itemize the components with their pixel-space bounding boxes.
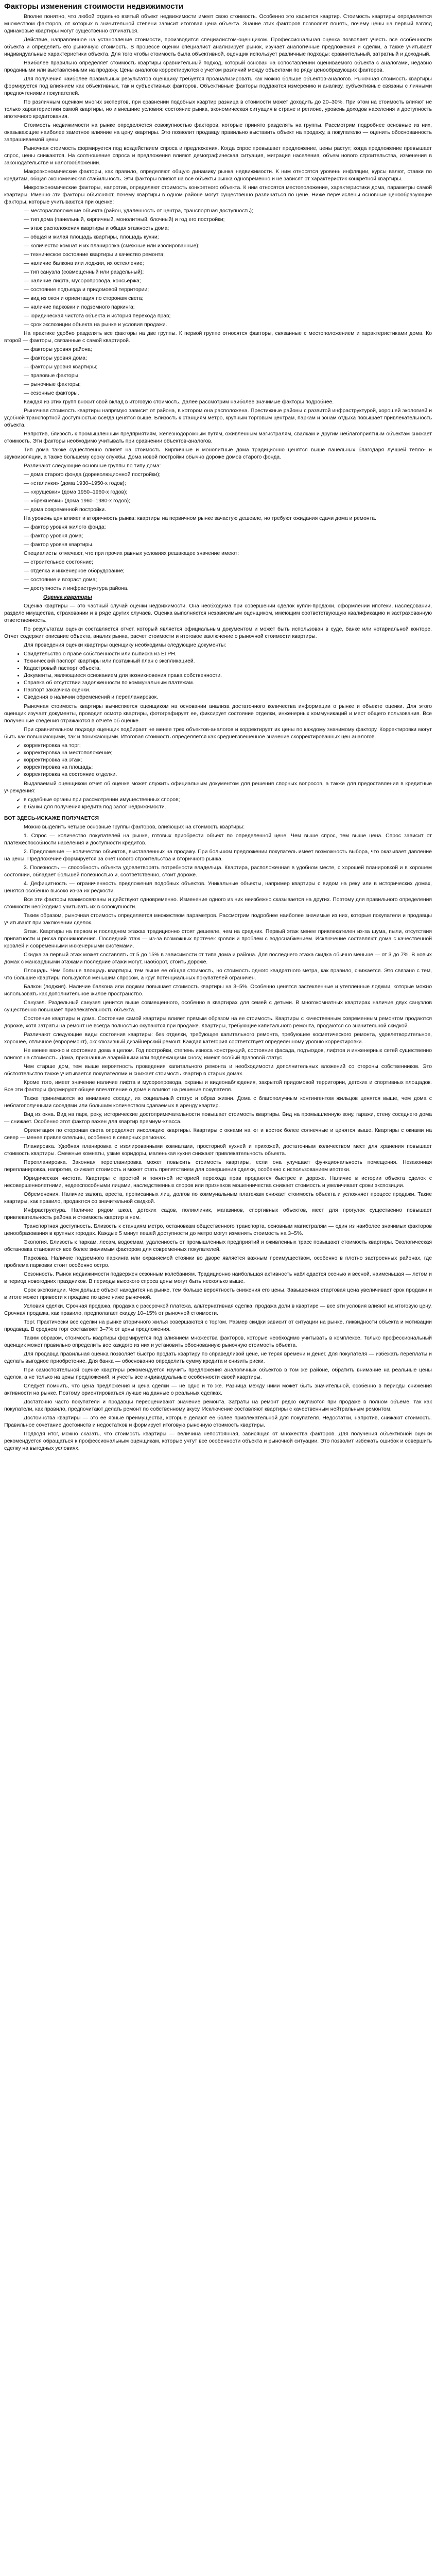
paragraph: Таким образом, рыночная стоимость определяется множеством параметров. Рассмотрим подробнее наиболее значимые из них, которые покупатели и продавцы учитывают при заключении сделок. [4,913,432,926]
paragraph: — наличие лифта, мусоропровода, консьержа; [24,278,141,284]
paragraph: Перепланировка. Законная перепланировка может повысить стоимость квартиры, если она улучшает функциональность помещения. Незаконная перепланировка, напротив, снижает стоимость и может стать препятствием для совершения сделки, особенно с использованием ипотеки. [4,1160,432,1173]
list-item: • Паспорт заказчика оценки. [24,687,432,694]
paragraph: Различают следующие основные группы по типу дома: [24,463,161,469]
list-item: • Кадастровый паспорт объекта. [24,665,432,672]
paragraph: — рыночные факторы; [24,382,81,387]
paragraph: Экология. Близость к паркам, лесам, водоемам, удаленность от промышленных предприятий и оживленных трасс повышают стоимость квартиры. Экологическая обстановка становится все более значимым фактором для современных покупателей. [4,1240,432,1252]
list-item: ✔ корректировка на состояние отделки. [24,771,432,778]
paragraph: Санузел. Раздельный санузел ценится выше совмещенного, особенно в квартирах для семей с детьми. В многокомнатных квартирах наличие двух санузлов существенно повышает привлекательность объекта. [4,1000,432,1013]
paragraph: Обременения. Наличие залога, ареста, прописанных лиц, долгов по коммунальным платежам снижает стоимость объекта и усложняет процесс продажи. Такие квартиры, как правило, продаются со значительной скидкой. [4,1192,432,1205]
paragraph: Вполне понятно, что любой отдельно взятый объект недвижимости имеет свою стоимость. Особенно это касается квартир. Стоимость квартиры определяется множеством факторов, от которых в значительной степени зависит итоговая цена объекта. Знание этих факторов позволяет понять, почему цены на первый взгляд одинаковые квартиры могут существенно отличаться. [4,14,432,34]
paragraph: — факторы уровня квартиры; [24,364,98,370]
paragraph: Достаточно часто покупатели и продавцы переоценивают значение ремонта. Затраты на ремонт редко окупаются при продаже в полном объеме, так как покупатели, как правило, предпочитают делать ремонт по собственному вкусу. Исключение составляют квартиры с качественным нейтральным ремонтом. [4,1399,432,1412]
paragraph: — факторы уровня района; [24,347,92,352]
paragraph: Для получения наиболее правильных результатов оценщику требуется проанализировать как можно больше объектов-аналогов. Рыночная стоимость квартиры формируется под влиянием как объективных, так и субъективных факторов. Объективные факторы поддаются измерению и анализу, субъективные связаны с личными предпочтениями покупателей. [4,76,432,96]
checkmark-list [4,742,432,778]
paragraph: Сезонность. Рынок недвижимости подвержен сезонным колебаниям. Традиционно наибольшая активность наблюдается осенью и весной, наименьшая — летом и в период новогодних праздников. В периоды высокого спроса цены могут быть несколько выше. [4,1272,432,1284]
section-heading: ВОТ ЗДЕСЬ-ИСКАЖЕ ПОЛУЧАЕТСЯ [4,816,99,821]
paragraph: Для продавца правильная оценка позволяет быстро продать квартиру по справедливой цене, не теряя времени и денег. Для покупателя — избежать переплаты и сделать выгодное приобретение. Для банка — обоснованно определить сумму кредита и снизить риски. [4,1351,432,1364]
paragraph: Каждая из этих групп вносит свой вклад в итоговую стоимость. Далее рассмотрим наиболее значимые факторы подробнее. [24,399,334,405]
paragraph: Планировка. Удобная планировка с изолированными комнатами, просторной кухней и прихожей, достаточным количеством мест для хранения повышает стоимость квартиры. Смежные комнаты, узкие коридоры, маленькая кухня снижают привлекательность объекта. [4,1144,432,1157]
paragraph: 1. Спрос — количество покупателей на рынке, готовых приобрести объект по определенной цене. Чем выше спрос, тем выше цена. Спрос зависит от платежеспособности населения и доступности кредитов. [4,833,432,846]
paragraph: Рыночная стоимость формируется под воздействием спроса и предложения. Когда спрос превышает предложение, цены растут; когда предложение превышает спрос, цены снижаются. На соотношение спроса и предложения влияют демографическая ситуация, миграция населения, объем нового строительства, изменения в законодательстве и налогообложении. [4,146,432,166]
paragraph: — доступность и инфраструктура района. [24,586,129,591]
paragraph: — строительное состояние; [24,560,93,565]
paragraph: Наиболее правильно определяет стоимость квартиры сравнительный подход, который основан на сопоставлении оцениваемого объекта с аналогами, недавно проданными или выставленными на продажу. Цены аналогов корректируются с учетом различий между объектами по ряду ценообразующих факторов. [4,60,432,73]
paragraph: Следует помнить, что цена предложения и цена сделки — не одно и то же. Разница между ними может быть значительной, особенно в периоды снижения активности на рынке. Поэтому ориентироваться лучше на данные о реальных сделках. [4,1383,432,1396]
paragraph: — дома старого фонда (дореволюционной постройки); [24,472,161,478]
paragraph: — тип дома (панельный, кирпичный, монолитный, блочный) и год его постройки; [24,217,225,223]
paragraph: — состояние подъезда и придомовой территории; [24,287,149,293]
paragraph: — факторы уровня дома; [24,355,87,361]
paragraph: На практике удобно разделять все факторы на две группы. К первой группе относятся факторы, связанные с местоположением и характеристиками дома. Ко второй — факторы, связанные с самой квартирой. [4,331,432,344]
paragraph: 2. Предложение — количество объектов, выставленных на продажу. При большом предложении покупатель имеет возможность выбора, что оказывает давление на цены. Предложение формируется за счет нового строительства и вторичного рынка. [4,849,432,862]
paragraph: Микроэкономические факторы, напротив, определяют стоимость конкретного объекта. К ним относятся местоположение, характеристики дома, параметры самой квартиры. Именно эти факторы объясняют, почему квартиры в одном районе могут существенно различаться по цене. Ниже перечислены основные ценообразующие факторы, которые учитываются при оценке: [4,185,432,205]
paragraph: Вид из окна. Вид на парк, реку, исторические достопримечательности повышает стоимость квартиры. Вид на промышленную зону, гаражи, стену соседнего дома — снижает. Особенно этот фактор важен для квартир премиум-класса. [4,1112,432,1125]
paragraph: Специалисты отмечают, что при прочих равных условиях решающее значение имеют: [24,551,239,556]
article-body [4,13,432,1452]
paragraph: На уровень цен влияет и вторичность рынка: квартиры на первичном рынке зачастую дешевле, но требуют ожидания сдачи дома и ремонта. [24,516,376,521]
paragraph: Состояние квартиры и дома. Состояние самой квартиры влияет прямым образом на ее стоимость. Квартиры с качественным современным ремонтом продаются дороже, хотя затраты на ремонт не всегда полностью окупаются при продаже. Квартиры, требующие капитального ремонта, продаются со значительной скидкой. [4,1016,432,1029]
paragraph: Юридическая чистота. Квартиры с простой и понятной историей перехода прав продаются быстрее и дороже. Наличие в истории объекта сделок с несовершеннолетними, недееспособными лицами, наследственных споров или признаков мошенничества снижает стоимость и увеличивает сроки экспозиции. [4,1176,432,1189]
paragraph: Торг. Практически все сделки на рынке вторичного жилья совершаются с торгом. Размер скидки зависит от ситуации на рынке, ликвидности объекта и мотивации продавца. В среднем торг составляет 3–7% от цены предложения. [4,1319,432,1332]
paragraph: Различают следующие виды состояния квартиры: без отделки, требующее капитального ремонта, требующее косметического ремонта, удовлетворительное, хорошее, отличное (евроремонт), эксклюзивный дизайнерский ремонт. Каждая категория соответствует определенному уровню корректировки. [4,1032,432,1045]
paragraph: — тип санузла (совмещенный или раздельный); [24,269,144,275]
paragraph: — техническое состояние квартиры и качество ремонта; [24,252,165,258]
list-item: ✔ корректировка на торг; [24,742,432,750]
paragraph: Транспортная доступность. Близость к станциям метро, остановкам общественного транспорта, основным магистралям — один из наиболее значимых факторов ценообразования в крупных городах. Каждые 5 минут пешей доступности до метро могут изменять стоимость на 3–5%. [4,1224,432,1236]
paragraph: Кроме того, имеет значение наличие лифта и мусоропровода, охраны и видеонаблюдения, закрытой придомовой территории, детских и спортивных площадок. Все эти факторы формируют общее впечатление о доме и влияют на решение покупателя. [4,1080,432,1093]
paragraph: Таким образом, стоимость квартиры формируется под влиянием множества факторов, которые необходимо учитывать в комплексе. Только профессиональный оценщик может правильно определить вес каждого из них и установить обоснованную рыночную стоимость объекта. [4,1335,432,1348]
paragraph: — наличие парковки и подземного паркинга; [24,304,135,310]
bullet-list [4,651,432,701]
paragraph: Этаж. Квартиры на первом и последнем этажах традиционно стоят дешевле, чем на средних. Первый этаж менее привлекателен из-за шума, пыли, отсутствия приватности и риска проникновения. Последний этаж — из-за возможных протечек кровли и проблем с водоснабжением. Исключение составляют дома с качественной кровлей и современными инженерными системами. [4,929,432,949]
subheading: Оценка квартиры [43,595,92,600]
paragraph: 3. Полезность — способность объекта удовлетворять потребности владельца. Квартира, расположенная в удобном месте, с хорошей планировкой и в хорошем состоянии, обладает большей полезностью и, соответственно, стоит дороже. [4,865,432,878]
paragraph: — месторасположение объекта (район, удаленность от центра, транспортная доступность); [24,208,253,214]
paragraph: — правовые факторы; [24,373,80,379]
paragraph: При сравнительном подходе оценщик подбирает не менее трех объектов-аналогов и корректирует их цены по каждому значимому фактору. Корректировки могут быть как повышающими, так и понижающими. Итоговая стоимость определяется как средневзвешенное значение скорректированных цен аналогов. [4,727,432,740]
paragraph: Балкон (лоджия). Наличие балкона или лоджии повышает стоимость квартиры на 3–5%. Особенно ценятся застекленные и утепленные лоджии, которые можно использовать как дополнительное жилое пространство. [4,984,432,997]
paragraph: — юридическая чистота объекта и история перехода прав; [24,313,171,319]
paragraph: Достоинства квартиры — это ее явные преимущества, которые делают ее более привлекательной для покупателя. Недостатки, напротив, снижают стоимость. Правильное сочетание достоинств и недостатков и формирует итоговую рыночную стоимость квартиры. [4,1415,432,1428]
paragraph: — этаж расположения квартиры и общая этажность дома; [24,226,169,231]
paragraph: — фактор уровня дома; [24,533,83,539]
paragraph: — сезонные факторы. [24,391,79,396]
list-item: ✔ корректировка на местоположение; [24,750,432,757]
paragraph: Действие, направленное на установление стоимости, производится специалистом-оценщиком. Профессиональная оценка позволяет учесть все особенности объекта и определить его рыночную стоимость. В процессе оценки специалист анализирует рынок, изучает аналогичные предложения и сделки, а также учитывает индивидуальные характеристики объекта. Для того чтобы стоимость была объективной, оценщик использует различные подходы: сравнительный, затратный и доходный. [4,37,432,57]
list-item: ✔ в банки для получения кредита под залог недвижимости. [24,804,432,811]
paragraph: — «брежневки» (дома 1960–1980-х годов); [24,498,130,504]
list-item: • Справка об отсутствии задолженности по коммунальным платежам. [24,680,432,687]
paragraph: Подводя итог, можно сказать, что стоимость квартиры — величина непостоянная, зависящая от множества факторов. Для получения объективной оценки рекомендуется обращаться к профессиональным оценщикам, которые учтут все особенности объекта и рыночной ситуации. Это позволит избежать ошибок и совершить сделку на выгодных условиях. [4,1431,432,1451]
paragraph: Не менее важно и состояние дома в целом. Год постройки, степень износа конструкций, состояние фасада, подъездов, лифтов и инженерных сетей существенно влияют на стоимость. Дома, признанные аварийными или подлежащими сносу, имеют особый правовой статус. [4,1048,432,1061]
paragraph: — наличие балкона или лоджии, их остекление; [24,261,144,266]
paragraph: Макроэкономические факторы, как правило, определяют общую динамику рынка недвижимости. К ним относятся уровень инфляции, курсы валют, ставки по кредитам, общая экономическая стабильность. Эти факторы влияют на все объекты рынка одновременно и не зависят от характеристик конкретной квартиры. [4,169,432,182]
list-item: ✔ корректировка на площадь; [24,764,432,771]
paragraph: Стоимость недвижимости на рынке определяется совокупностью факторов, которые принято разделять на группы. Рассмотрим подробнее основные из них, оказывающие наиболее заметное влияние на цену квартиры. Это позволит продавцу правильно выставить объект на продажу, а покупателю — оценить обоснованность запрашиваемой цены. [4,123,432,143]
page-title: Факторы изменения стоимости недвижимости [4,2,184,11]
paragraph: — количество комнат и их планировка (смежные или изолированные); [24,243,200,249]
paragraph: Оценка квартиры — это частный случай оценки недвижимости. Она необходима при совершении сделок купли-продажи, оформлении ипотеки, наследовании, разделе имущества, страховании и в ряде других случаев. Оценка выполняется независимым оценщиком, имеющим соответствующую квалификацию и застрахованную ответственность. [4,603,432,623]
paragraph: Можно выделить четыре основные группы факторов, влияющих на стоимость квартиры: [24,824,245,830]
paragraph: — общая и жилая площадь квартиры, площадь кухни; [24,234,159,240]
paragraph: Выдаваемый оценщиком отчет об оценке может служить официальным документом для решения спорных вопросов, а также для предоставления в кредитные учреждения: [4,781,432,794]
paragraph: — дома современной постройки. [24,507,106,513]
paragraph: Срок экспозиции. Чем дольше объект находится на рынке, тем больше вероятность снижения его цены. Завышенная стартовая цена увеличивает срок продажи и в итоге может привести к продаже по цене ниже рыночной. [4,1287,432,1300]
paragraph: Условия сделки. Срочная продажа, продажа с рассрочкой платежа, альтернативная сделка, продажа доли в квартире — все эти условия влияют на итоговую цену. Срочная продажа, как правило, предполагает скидку 10–15% от рыночной стоимости. [4,1303,432,1316]
paragraph: По результатам оценки составляется отчет, который является официальным документом и может быть использован в суде, банке или нотариальной конторе. Отчет содержит описание объекта, анализ рынка, расчет стоимости и итоговое заключение о рыночной стоимости квартиры. [4,626,432,639]
paragraph: Рыночная стоимость квартиры вычисляется оценщиком на основании анализа достаточного количества информации о рынке и объекте оценки. Для этого оценщик изучает документы, проводит осмотр квартиры, фотографирует ее, фиксирует состояние отделки, инженерных коммуникаций и мест общего пользования. Все полученные сведения отражаются в отчете об оценке. [4,704,432,724]
paragraph: Парковка. Наличие подземного паркинга или охраняемой стоянки во дворе является важным преимуществом, особенно в плотно застроенных районах, где проблема парковки стоит особенно остро. [4,1256,432,1268]
paragraph: Площадь. Чем больше площадь квартиры, тем выше ее общая стоимость, но стоимость одного квадратного метра, как правило, снижается. Это связано с тем, что большие квартиры пользуются меньшим спросом, а круг потенциальных покупателей ограничен. [4,968,432,981]
paragraph: — фактор уровня квартиры. [24,542,94,548]
paragraph: Все эти факторы взаимосвязаны и действуют одновременно. Изменение одного из них неизбежно сказывается на других. Поэтому для правильного определения стоимости необходимо учитывать их в совокупности. [4,897,432,910]
list-item: ✔ корректировка на этаж; [24,757,432,764]
paragraph: Инфраструктура. Наличие рядом школ, детских садов, поликлиник, магазинов, спортивных объектов, мест для прогулок существенно повышает привлекательность района и стоимость квартир в нем. [4,1208,432,1221]
paragraph: Скидка за первый этаж может составлять от 5 до 15% в зависимости от типа дома и района. Для последнего этажа скидка обычно меньше — от 3 до 7%. В новых домах с мансардными этажами последние этажи могут, наоборот, стоить дороже. [4,952,432,965]
paragraph: Рыночная стоимость квартиры напрямую зависит от района, в котором она расположена. Престижные районы с развитой инфраструктурой, хорошей экологией и удобной транспортной доступностью всегда ценятся выше. Близость к станциям метро, крупным торговым центрам, паркам и зонам отдыха повышает привлекательность объекта. [4,408,432,428]
paragraph: При самостоятельной оценке квартиры рекомендуется изучить предложения аналогичных объектов в том же районе, обратить внимание на реальные цены сделок, а не только на цены предложений, и учесть все индивидуальные особенности своей квартиры. [4,1367,432,1380]
list-item: • Документы, являющиеся основанием для возникновения права собственности. [24,672,432,680]
paragraph: Для проведения оценки квартиры оценщику необходимы следующие документы: [24,642,226,648]
paragraph: Ориентация по сторонам света определяет инсоляцию квартиры. Квартиры с окнами на юг и восток более солнечные и ценятся выше. Квартиры с окнами на север — менее привлекательны, особенно в северных регионах. [4,1128,432,1141]
list-item: • Технический паспорт квартиры или поэтажный план с экспликацией. [24,658,432,665]
checkmark-list [4,796,432,811]
paragraph: Также принимаются во внимание соседи, их социальный статус и образ жизни. Дома с благополучным контингентом жильцов ценятся выше, чем дома с неблагополучными соседями или большим количеством сдаваемых в аренду квартир. [4,1096,432,1109]
paragraph: Чем старше дом, тем выше вероятность проведения капитального ремонта и необходимости дополнительных вложений со стороны собственников. Это обстоятельство также учитывается покупателями и снижает стоимость квартир в старых домах. [4,1064,432,1077]
paragraph: Тип дома также существенно влияет на стоимость. Кирпичные и монолитные дома традиционно ценятся выше панельных благодаря лучшей тепло- и звукоизоляции, а также большему сроку службы. Дома новой постройки обычно дороже домов старого фонда. [4,447,432,460]
paragraph: Напротив, близость к промышленным предприятиям, железнодорожным путям, оживленным магистралям, свалкам и другим неблагоприятным объектам снижает стоимость. Эти факторы необходимо учитывать при сравнении объектов-аналогов. [4,431,432,444]
paragraph: По различным оценкам многих экспертов, при сравнении подобных квартир разница в стоимости может доходить до 20–30%. При этом на стоимость влияют не только характеристики самой квартиры, но и внешние условия: состояние рынка, экономическая ситуация в стране и регионе, уровень доходов населения и доступность ипотечного кредитования. [4,99,432,120]
paragraph: — состояние и возраст дома; [24,577,97,583]
list-item: • Свидетельство о праве собственности или выписка из ЕГРН. [24,651,432,658]
paragraph: — срок экспозиции объекта на рынке и условия продажи. [24,322,167,328]
paragraph: 4. Дефицитность — ограниченность предложения подобных объектов. Уникальные объекты, например квартиры с видом на реку или в исторических домах, ценятся особенно высоко из-за их редкости. [4,881,432,894]
paragraph: — фактор уровня жилого фонда; [24,524,106,530]
paragraph: — вид из окон и ориентация по сторонам света; [24,296,144,301]
list-item: • Сведения о наличии обременений и перепланировок. [24,694,432,701]
paragraph: — «хрущевки» (дома 1950–1960-х годов); [24,489,128,495]
paragraph: — «сталинки» (дома 1930–1950-х годов); [24,481,126,486]
paragraph: — отделка и инженерное оборудование; [24,568,125,574]
list-item: ✔ в судебные органы при рассмотрении имущественных споров; [24,796,432,804]
